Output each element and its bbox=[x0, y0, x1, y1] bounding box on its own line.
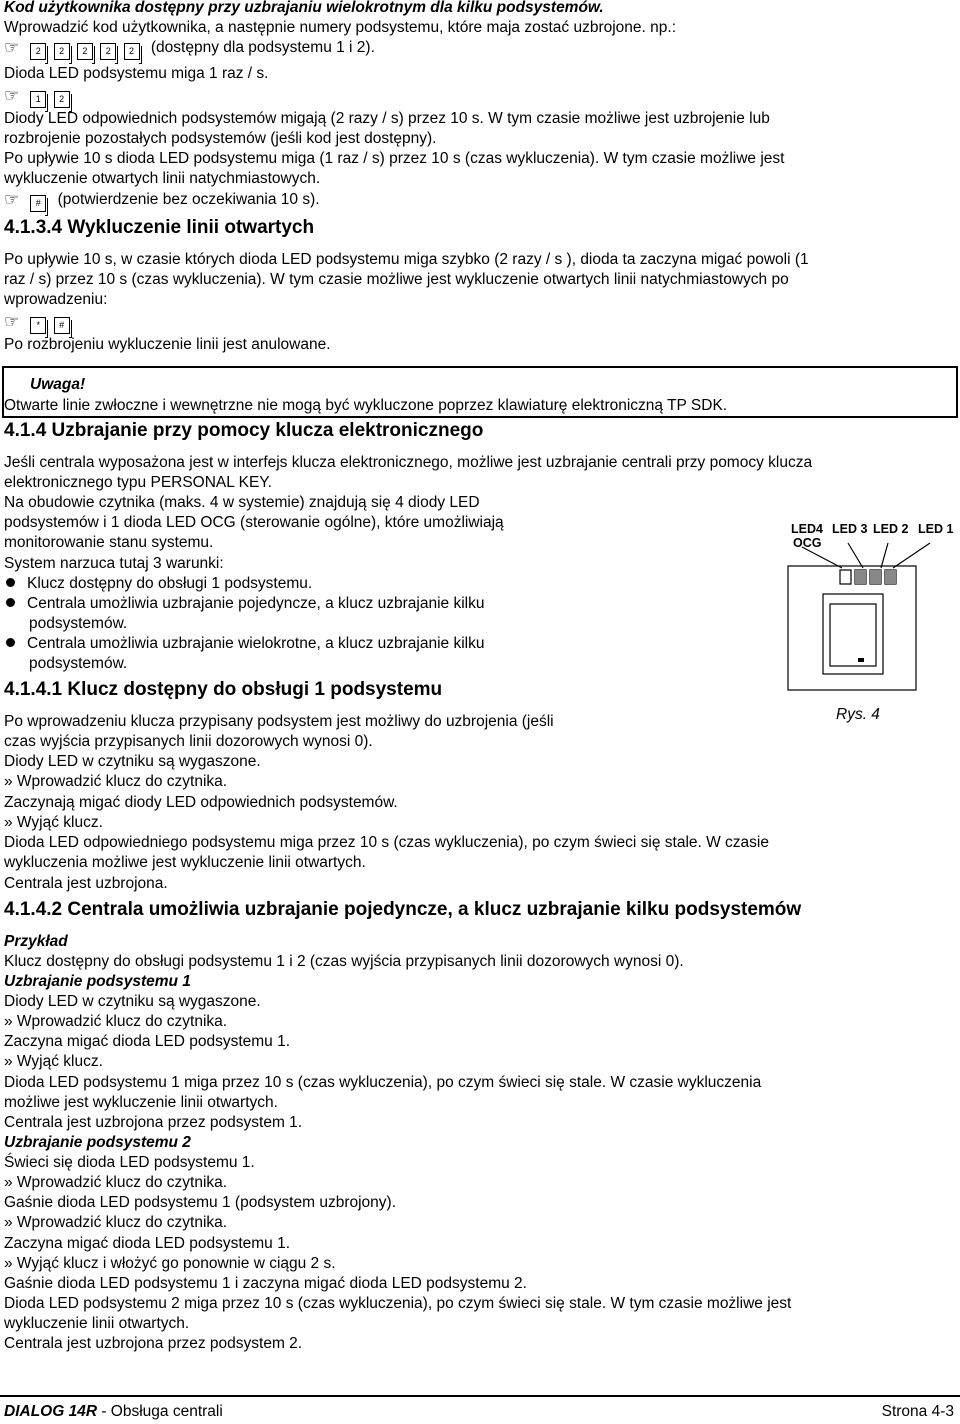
text-line: Po upływie 10 s, w czasie których dioda LED podsystemu miga szybko (2 razy / s ), dioda ta zaczyna migać powoli (1 bbox=[4, 251, 809, 268]
text-line: » Wyjąć klucz i włożyć go ponownie w ciągu 2 s. bbox=[4, 1255, 336, 1272]
key-sequence-note: (dostępny dla podsystemu 1 i 2). bbox=[150, 39, 375, 56]
led-lit bbox=[870, 570, 881, 584]
text-line: Diody LED w czytniku są wygaszone. bbox=[4, 993, 261, 1010]
text-line: Po rozbrojeniu wykluczenie linii jest anulowane. bbox=[4, 336, 331, 353]
key-sequence-line bbox=[4, 312, 73, 334]
bullet-icon bbox=[6, 578, 15, 587]
subheading: Uzbrajanie podsystemu 1 bbox=[4, 973, 191, 990]
text-line: czas wyjścia przypisanych linii dozorowych wynosi 0). bbox=[4, 733, 373, 750]
text-line: Centrala jest uzbrojona przez podsystem 2. bbox=[4, 1335, 303, 1352]
text-line: Dioda LED podsystemu 2 miga przez 10 s (czas wykluczenia), po czym świeci się stale. W tym czasie możliwe jest bbox=[4, 1295, 792, 1312]
key-slot bbox=[823, 594, 883, 674]
text-line: Gaśnie dioda LED podsystemu 1 (podsystem uzbrojony). bbox=[4, 1194, 397, 1211]
text-line: monitorowanie stanu systemu. bbox=[4, 534, 214, 551]
key-sequence-line bbox=[4, 190, 320, 212]
intro-heading: Kod użytkownika dostępny przy uzbrajaniu wielokrotnym dla kilku podsystemów. bbox=[4, 0, 604, 16]
text-line: Po wprowadzeniu klucza przypisany podsystem jest możliwy do uzbrojenia (jeśli bbox=[4, 713, 554, 730]
key-reader-diagram bbox=[780, 540, 960, 700]
text-line: wprowadzeniu: bbox=[4, 291, 108, 308]
figure-caption: Rys. 4 bbox=[836, 706, 880, 723]
text-line: Diody LED odpowiednich podsystemów migają (2 razy / s) przez 10 s. W tym czasie możliwe jest uzbrojenie lub bbox=[4, 110, 770, 127]
text-line: » Wyjąć klucz. bbox=[4, 814, 103, 831]
bullet-icon bbox=[6, 638, 15, 647]
key-icon: 2 bbox=[54, 43, 70, 60]
list-item bbox=[4, 634, 484, 654]
section-heading: 4.1.4.2 Centrala umożliwia uzbrajanie pojedyncze, a klucz uzbrajanie kilku podsystemów bbox=[4, 899, 802, 920]
text-line: » Wprowadzić klucz do czytnika. bbox=[4, 773, 228, 790]
text-line: wykluczenie otwartych linii natychmiastowych. bbox=[4, 170, 321, 187]
intro-line: Wprowadzić kod użytkownika, a następnie numery podsystemu, które maja zostać uzbrojone. np.: bbox=[4, 19, 676, 36]
text-line: » Wprowadzić klucz do czytnika. bbox=[4, 1174, 228, 1191]
list-item-continuation: podsystemów. bbox=[29, 615, 128, 632]
text-line: » Wyjąć klucz. bbox=[4, 1053, 103, 1070]
leader-line bbox=[848, 543, 863, 568]
text-line: Na obudowie czytnika (maks. 4 w systemie) znajdują się 4 diody LED bbox=[4, 494, 480, 511]
text-line: raz / s) przez 10 s (czas wykluczenia). W tym czasie możliwe jest wykluczenie otwartych linii natychmiastowych po bbox=[4, 271, 789, 288]
list-item bbox=[4, 594, 485, 614]
figure-label: LED4 bbox=[791, 522, 823, 536]
text-line: Dioda LED podsystemu 1 miga przez 10 s (czas wykluczenia), po czym świeci się stale. W czasie wykluczenia bbox=[4, 1074, 762, 1091]
figure-label: LED 1 bbox=[918, 522, 954, 536]
pointing-hand-icon: ☞ bbox=[4, 38, 20, 57]
figure-label: LED 2 bbox=[873, 522, 909, 536]
warning-text: Otwarte linie zwłoczne i wewnętrzne nie mogą być wykluczone poprzez klawiaturę elektroniczną TP SDK. bbox=[4, 397, 728, 414]
key-contact bbox=[858, 658, 864, 662]
footer-page-number: Strona 4-3 bbox=[881, 1403, 954, 1420]
text-line: Diody LED w czytniku są wygaszone. bbox=[4, 753, 261, 770]
text-line: Zaczynają migać diody LED odpowiednich podsystemów. bbox=[4, 794, 398, 811]
reader-housing bbox=[788, 566, 916, 690]
led-lit bbox=[855, 570, 866, 584]
example-label: Przykład bbox=[4, 933, 68, 950]
figure-label: LED 3 bbox=[832, 522, 868, 536]
subheading: Uzbrajanie podsystemu 2 bbox=[4, 1134, 191, 1151]
key-sequence-line bbox=[4, 38, 375, 60]
key-icon: 2 bbox=[77, 43, 93, 60]
key-icon: * bbox=[30, 317, 46, 334]
section-heading: 4.1.4.1 Klucz dostępny do obsługi 1 podsystemu bbox=[4, 679, 443, 700]
text-line: Dioda LED podsystemu miga 1 raz / s. bbox=[4, 65, 269, 82]
text-line: wykluczenie linii otwartych. bbox=[4, 1315, 190, 1332]
list-item bbox=[4, 574, 312, 594]
text-line: Świeci się dioda LED podsystemu 1. bbox=[4, 1154, 255, 1171]
text-line: rozbrojenie pozostałych podsystemów (jeśli kod jest dostępny). bbox=[4, 130, 437, 147]
text-line: Zaczyna migać dioda LED podsystemu 1. bbox=[4, 1033, 291, 1050]
key-icon: # bbox=[54, 317, 70, 334]
text-line: Zaczyna migać dioda LED podsystemu 1. bbox=[4, 1235, 291, 1252]
pointing-hand-icon: ☞ bbox=[4, 312, 20, 331]
key-icon: 2 bbox=[124, 43, 140, 60]
text-line: Dioda LED odpowiedniego podsystemu miga przez 10 s (czas wykluczenia), po czym świeci się stale. W czasie bbox=[4, 834, 769, 851]
key-sequence-line bbox=[4, 86, 73, 108]
text-line: Jeśli centrala wyposażona jest w interfejs klucza elektronicznego, możliwe jest uzbrajanie centrali przy pomocy klucza bbox=[4, 454, 813, 471]
footer-doc-name: DIALOG 14R bbox=[4, 1403, 98, 1420]
list-item-text: Centrala umożliwia uzbrajanie wielokrotne, a klucz uzbrajanie kilku bbox=[27, 635, 485, 652]
text-line: elektronicznego typu PERSONAL KEY. bbox=[4, 474, 272, 491]
led-lit bbox=[885, 570, 896, 584]
text-line: System narzuca tutaj 3 warunki: bbox=[4, 555, 224, 572]
figure-label: OCG bbox=[793, 536, 822, 550]
text-line: » Wprowadzić klucz do czytnika. bbox=[4, 1214, 228, 1231]
text-line: Klucz dostępny do obsługi podsystemu 1 i 2 (czas wyjścia przypisanych linii dozorowych wynosi 0). bbox=[4, 953, 684, 970]
key-icon: 2 bbox=[54, 91, 70, 108]
text-line: » Wprowadzić klucz do czytnika. bbox=[4, 1013, 228, 1030]
section-heading: 4.1.3.4 Wykluczenie linii otwartych bbox=[4, 217, 315, 238]
text-line: Gaśnie dioda LED podsystemu 1 i zaczyna migać dioda LED podsystemu 2. bbox=[4, 1275, 527, 1292]
text-line: Centrala jest uzbrojona przez podsystem 1. bbox=[4, 1114, 303, 1131]
leader-line bbox=[881, 543, 888, 568]
leader-line bbox=[893, 543, 930, 568]
list-item-text: Klucz dostępny do obsługi 1 podsystemu. bbox=[27, 575, 313, 592]
text-line: wykluczenia możliwe jest wykluczenie linii otwartych. bbox=[4, 854, 366, 871]
text-line: Po upływie 10 s dioda LED podsystemu miga (1 raz / s) przez 10 s (czas wykluczenia). W tym czasie możliwe jest bbox=[4, 150, 785, 167]
text-line: podsystemów i 1 dioda LED OCG (sterowanie ogólne), które umożliwiają bbox=[4, 514, 504, 531]
pointing-hand-icon: ☞ bbox=[4, 86, 20, 105]
key-sequence-note: (potwierdzenie bez oczekiwania 10 s). bbox=[57, 191, 320, 208]
text-line: możliwe jest wykluczenie linii otwartych. bbox=[4, 1094, 278, 1111]
footer-left bbox=[4, 1402, 223, 1422]
list-item-text: Centrala umożliwia uzbrajanie pojedyncze, a klucz uzbrajanie kilku bbox=[27, 595, 485, 612]
pointing-hand-icon: ☞ bbox=[4, 190, 20, 209]
key-icon: 1 bbox=[30, 91, 46, 108]
warning-title: Uwaga! bbox=[30, 376, 86, 393]
section-heading: 4.1.4 Uzbrajanie przy pomocy klucza elektronicznego bbox=[4, 420, 484, 441]
list-item-continuation: podsystemów. bbox=[29, 655, 128, 672]
key-icon: 2 bbox=[100, 43, 116, 60]
led-indicator bbox=[840, 570, 851, 584]
key-icon: 2 bbox=[30, 43, 46, 60]
footer-rule bbox=[0, 1395, 960, 1397]
key-slot-inner bbox=[830, 604, 876, 666]
leader-line bbox=[802, 547, 842, 568]
footer-section: - Obsługa centrali bbox=[97, 1403, 223, 1420]
text-line: Centrala jest uzbrojona. bbox=[4, 875, 168, 892]
bullet-icon bbox=[6, 598, 15, 607]
key-icon: # bbox=[30, 195, 46, 212]
